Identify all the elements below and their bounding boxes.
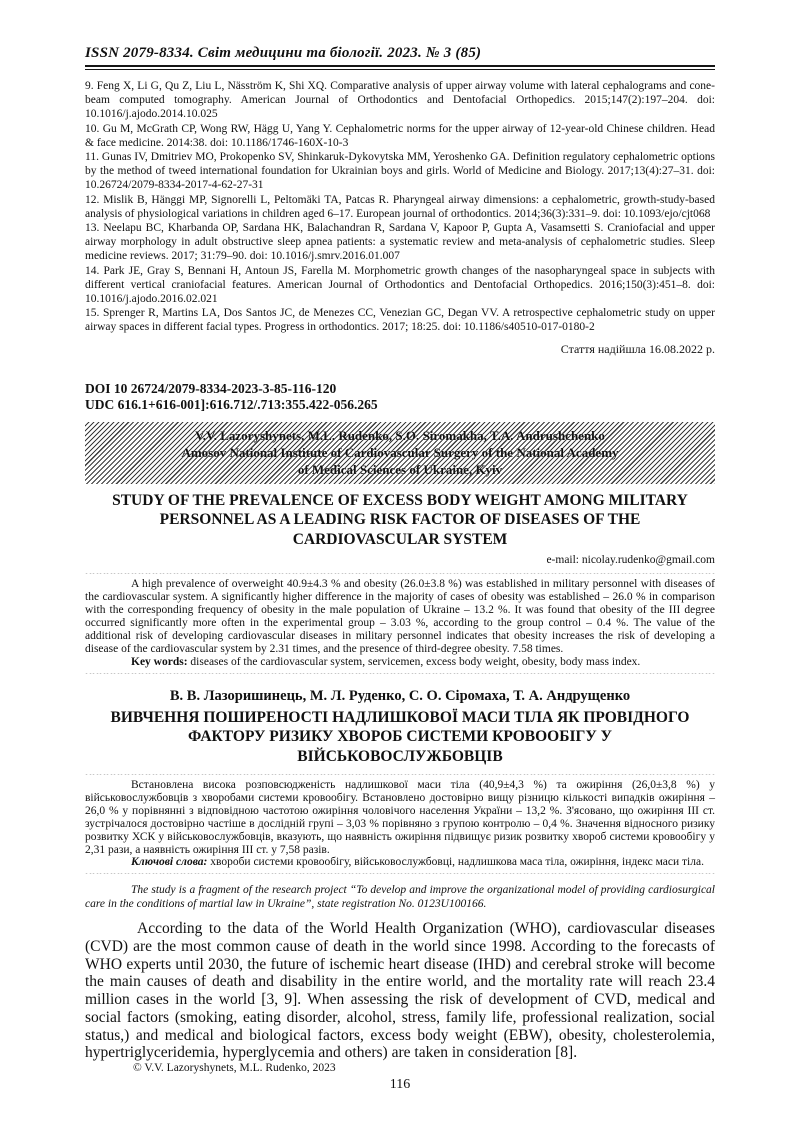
header-rule	[85, 69, 715, 71]
reference-item: 9. Feng X, Li G, Qu Z, Liu L, Näsström K, Shi XQ. Comparative analysis of upper airway volume with lateral cephalograms and cone-beam computed tomography. American Journal of Orthodontics and Dentofacial Orthopedics. 2015;147(2):197–204. doi: 10.1016/j.ajodo.2014.10.025	[85, 80, 715, 121]
journal-header	[85, 45, 715, 70]
keywords-ua-label: Ключові слова:	[131, 856, 208, 869]
article-title-ua: ВИВЧЕННЯ ПОШИРЕНОСТІ НАДЛИШКОВОЇ МАСИ ТІЛА ЯК ПРОВІДНОГО ФАКТОРУ РИЗИКУ ХВОРОБ СИСТЕМИ КРОВООБІГУ У ВІЙСЬКОВОСЛУЖБОВЦІВ	[110, 708, 690, 765]
abstract-en	[85, 578, 715, 668]
abstract-ua-text: Встановлена висока розповсюдженість надлишкової маси тіла (40,9±4,3 %) та ожиріння (26,0±3,8 %) у військовослужбовців з хворобами системи кровообігу. Встановлено достовірно вищу різницю кількості випадків ожиріння – 26,0 % у порівнянні з відповідною частотою ожиріння чоловічого населення України – 13,2 %. З'ясовано, що ожиріння III ст. зустрічалося достовірно частіше в дослідній групі – 3,03 % порівняно з групою контролю – 0,4 %. Значення відносного ризику розвитку ХСК у військовослужбовців, вказують, що наявність ожиріння підвищує ризик розвитку хвороб системи кровообігу у 2,31 рази, а наявність ожиріння III ст. у 7,58 разів.	[85, 779, 715, 856]
keywords-en	[85, 656, 715, 669]
copyright-line: © V.V. Lazoryshynets, M.L. Rudenko, 2023	[133, 1062, 336, 1074]
doi-line: DOI 10 26724/2079-8334-2023-3-85-116-120	[85, 380, 337, 396]
keywords-en-label: Key words:	[131, 655, 188, 668]
article-body	[85, 920, 715, 1062]
zigzag-divider	[85, 873, 715, 874]
study-note-text: The study is a fragment of the research project “To develop and improve the organizational model of providing cardiosurgical care in the conditions of martial law in Ukraine”, state registration No. 0123U100166.	[85, 884, 715, 910]
article-title-en: STUDY OF THE PREVALENCE OF EXCESS BODY WEIGHT AMONG MILITARY PERSONNEL AS A LEADING RISK FACTOR OF DISEASES OF THE CARDIOVASCULAR SYSTEM	[112, 491, 688, 548]
reference-item: 12. Mislik B, Hänggi MP, Signorelli L, Peltomäki TA, Patcas R. Pharyngeal airway dimensions: a cephalometric, growth-study-based analysis of physiological variations in children aged 6–17. European journal of orthodontics. 2014;36(3):331–9. doi: 10.1093/ejo/cjt068	[85, 193, 715, 220]
abstract-ua	[85, 779, 715, 869]
reference-item: 15. Sprenger R, Martins LA, Dos Santos JC, de Menezes CC, Venezian GC, Degan VV. A retrospective cephalometric study on upper airway spaces in different facial types. Progress in orthodontics. 2017; 18:25. doi: 10.1186/s40510-017-0180-2	[85, 307, 715, 334]
abstract-en-text: A high prevalence of overweight 40.9±4.3 % and obesity (26.0±3.8 %) was established in military personnel with diseases of the cardiovascular system. A significantly higher difference in the majority of cases of obesity was established – 26.0 % in comparison with the corresponding frequency of obesity in the male population of Ukraine – 13.2 %. It was found that obesity of the III degree occurred significantly more often in the experimental group – 3.03 %, according to the group control – 0.4 %. The value of the additional risk of developing cardiovascular diseases in military personnel indicates that obesity increases the risk of developing a disease of the cardiovascular system by 2.31 times, and the presence of third-degree obesity. 7.58 times.	[85, 578, 715, 655]
reference-item: 10. Gu M, McGrath CP, Wong RW, Hägg U, Yang Y. Cephalometric norms for the upper airway of 12-year-old Chinese children. Head & face medicine. 2014:38. doi: 10.1186/1746-160X-10-3	[85, 122, 715, 149]
affiliation-en-line2: of Medical Sciences of Ukraine, Kyiv	[297, 461, 503, 477]
authors-en: V.V. Lazoryshynets, M.L. Rudenko, S.O. Siromakha, T.A. Andrushchenko	[195, 427, 605, 443]
zigzag-divider	[85, 774, 715, 775]
page-footer	[85, 1062, 715, 1093]
authors-ua: В. В. Лазоришинець, М. Л. Руденко, С. О. Сіромаха, Т. А. Андрущенко	[169, 687, 631, 704]
authors-affiliation-block	[85, 422, 715, 484]
issn-line: ISSN 2079-8334. Світ медицини та біології. 2023. № 3 (85)	[85, 45, 715, 67]
affiliation-en-line1: Amosov National Institute of Cardiovascular Surgery of the National Academy	[181, 444, 619, 460]
study-note	[85, 884, 715, 911]
article-identifiers	[85, 381, 715, 414]
zigzag-divider	[85, 573, 715, 574]
keywords-ua-text: хвороби системи кровообігу, військовослужбовці, надлишкова маса тіла, ожиріння, індекс маси тіла.	[207, 856, 704, 869]
body-paragraph: According to the data of the World Health Organization (WHO), cardiovascular diseases (CVD) are the most common cause of death in the world since 1998. According to the forecasts of WHO experts until 2030, the future of ischemic heart disease (IHD) and cerebral stroke will become the main causes of death and disability in the entire world, and the mortality rate will reach 23.4 million cases in the world [3, 9]. When assessing the risk of development of CVD, medical and social factors (smoking, eating disorder, alcohol, stress, family life, professional realization, social status,) and medical and biological factors, excess body weight (EBW), obesity, cholesterolemia, hypertriglyceridemia, hyperglycemia and others) are taken in consideration [8].	[85, 920, 715, 1062]
keywords-ua	[85, 856, 715, 869]
reference-item: 14. Park JE, Gray S, Bennani H, Antoun JS, Farella M. Morphometric growth changes of the nasopharyngeal space in subjects with different vertical craniofacial features. American Journal of Orthodontics and Dentofacial Orthopedics. 2016;150(3):451–8. doi: 10.1016/j.ajodo.2016.02.021	[85, 264, 715, 306]
udc-line: UDC 616.1+616-001]:616.712/.713:355.422-056.265	[85, 397, 378, 413]
email-line: e-mail: nicolay.rudenko@gmail.com	[546, 554, 715, 567]
reference-item: 13. Neelapu BC, Kharbanda OP, Sardana HK, Balachandran R, Sardana V, Kapoor P, Gupta A, Vasamsetti S. Craniofacial and upper airway morphology in adult obstructive sleep apnea patients: a systematic review and meta-analysis of cephalometric studies. Sleep medicine reviews. 2017; 31:79–90. doi: 10.1016/j.smrv.2016.01.007	[85, 222, 715, 263]
zigzag-divider	[85, 673, 715, 674]
reference-item: 11. Gunas IV, Dmitriev MO, Prokopenko SV, Shinkaruk-Dykovytska MM, Yeroshenko GA. Definition regulatory cephalometric options by the method of tweed international foundation for Ukrainian boys and girls. World of Medicine and Biology. 2017;13(4):27–31. doi: 10.26724/2079-8334-2017-4-62-27-31	[85, 151, 715, 192]
received-date: Стаття надійшла 16.08.2022 р.	[560, 341, 715, 356]
keywords-en-text: diseases of the cardiovascular system, servicemen, excess body weight, obesity, body mass index.	[187, 655, 641, 668]
page-number: 116	[389, 1077, 411, 1092]
reference-list	[85, 79, 715, 335]
